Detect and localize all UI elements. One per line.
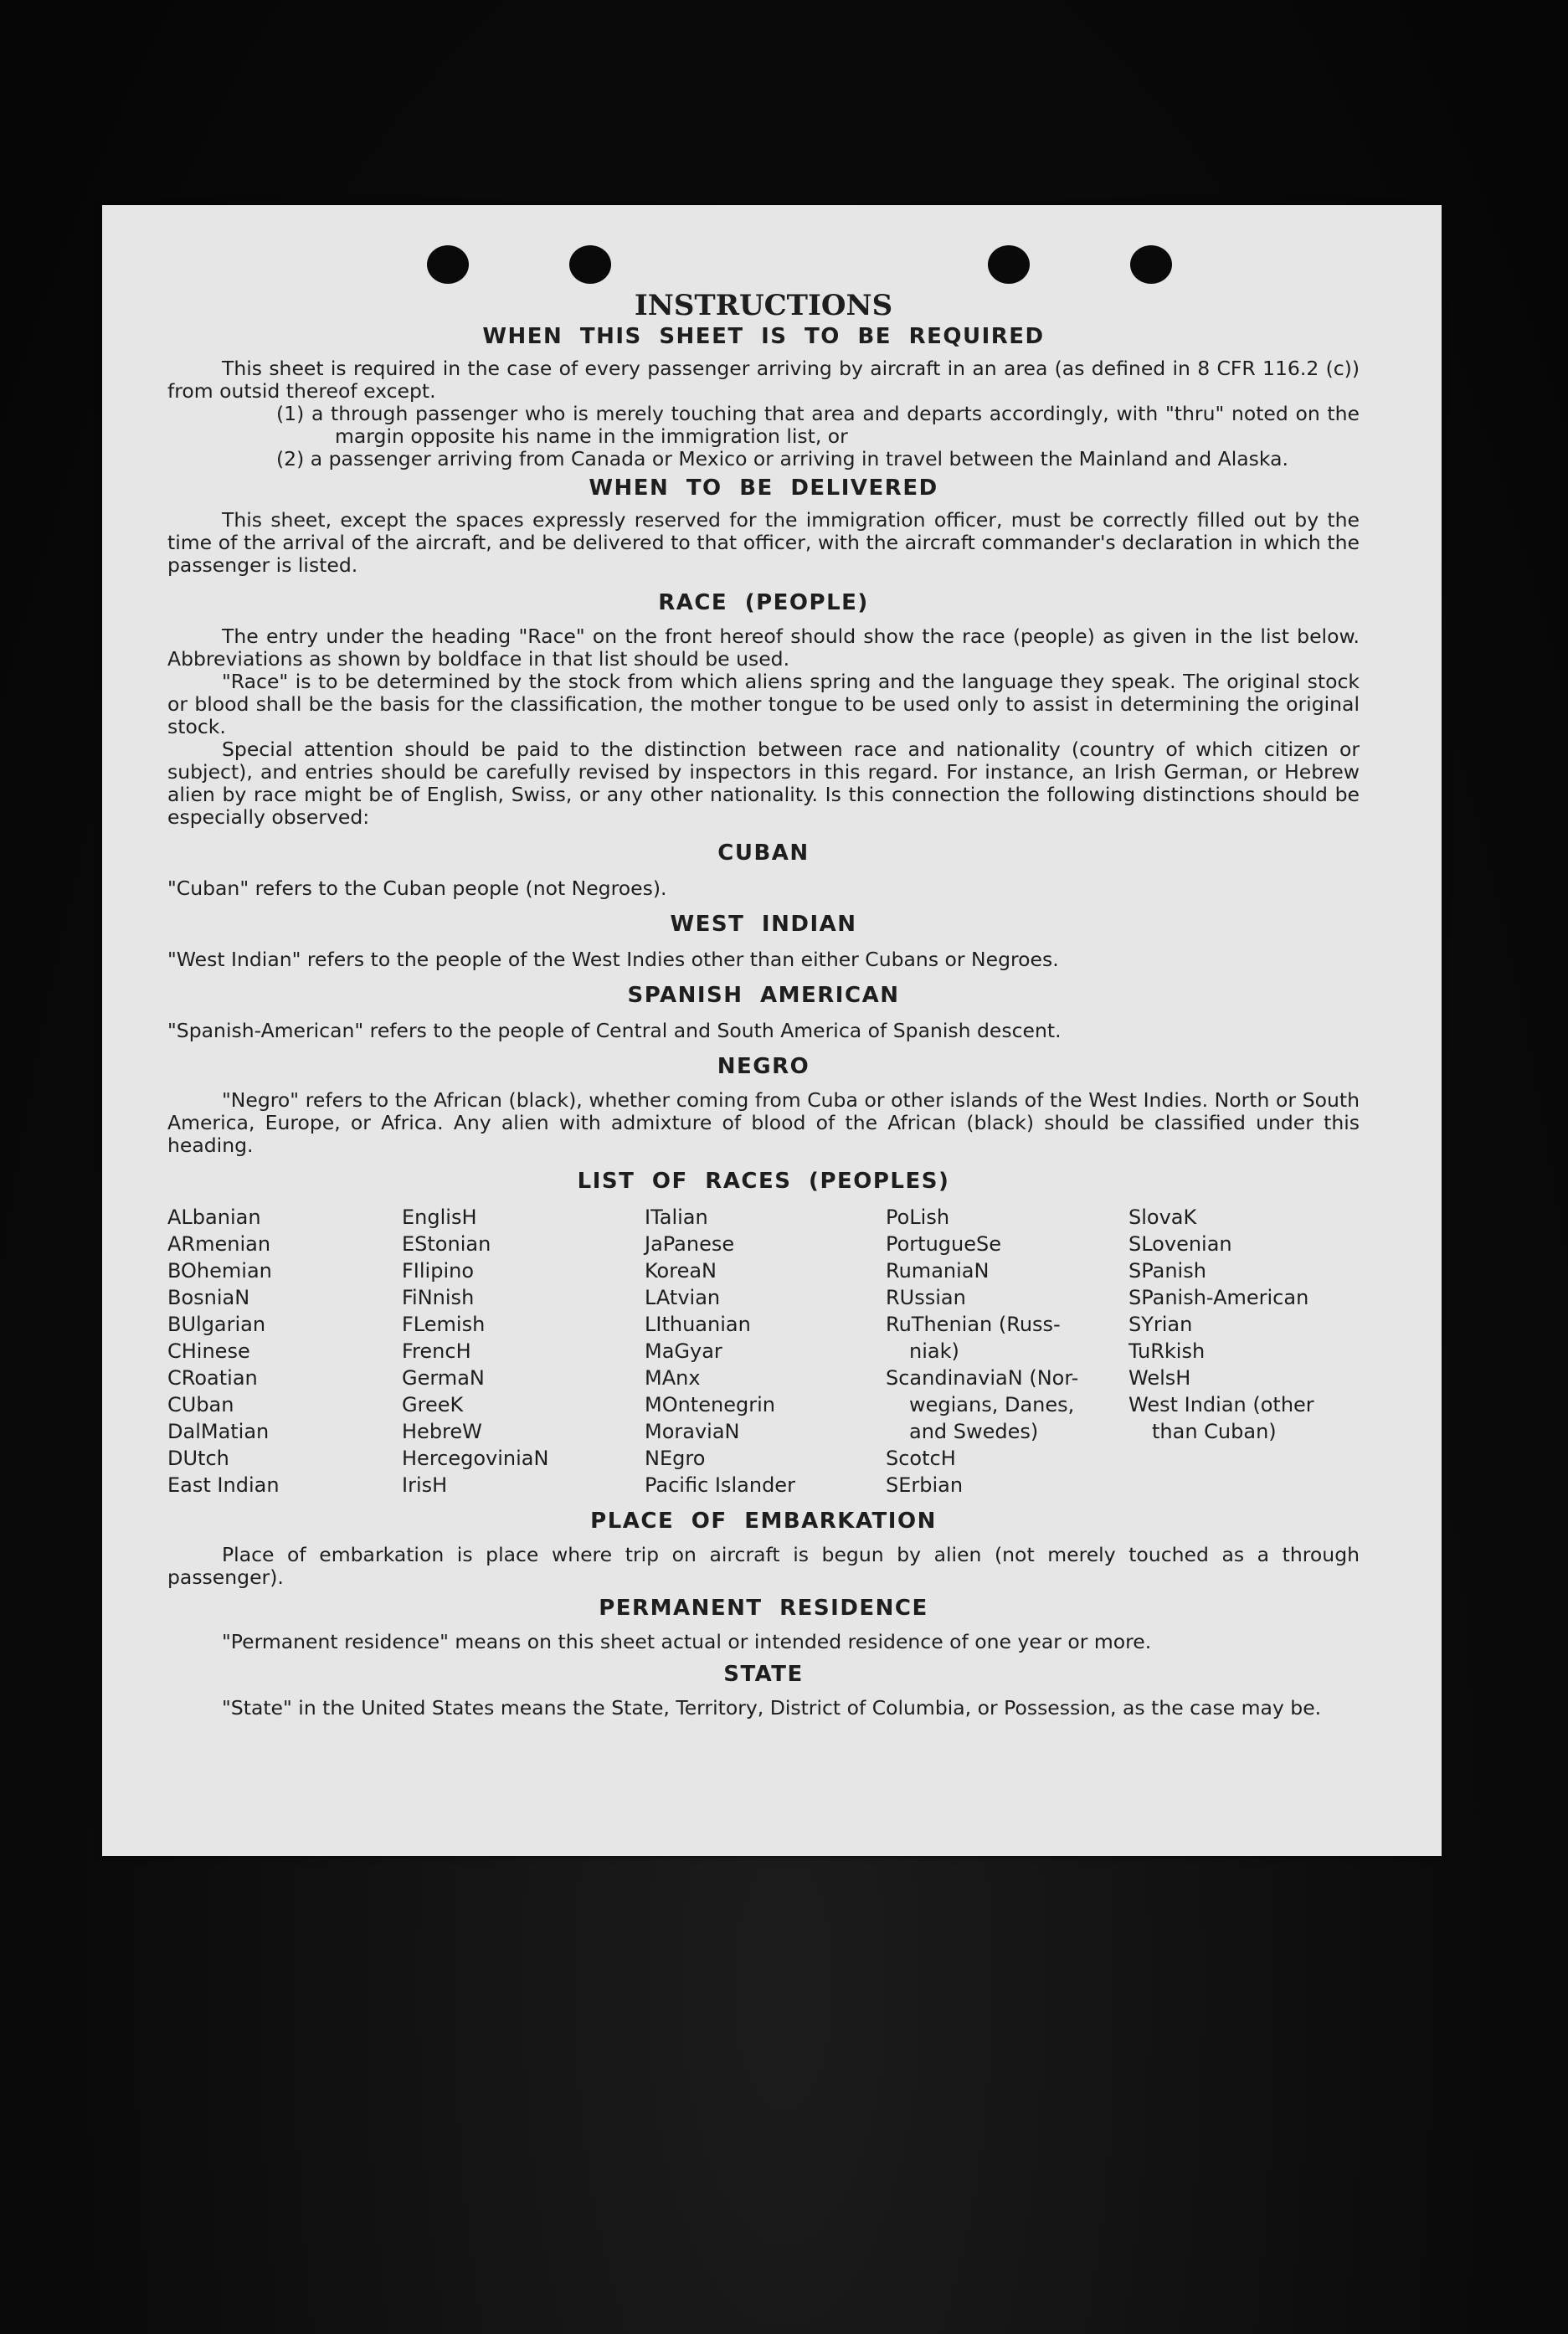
race-entry: MaGyar <box>645 1339 722 1363</box>
race-entry: ITalian <box>645 1206 708 1229</box>
race-entry: MoraviaN <box>645 1420 740 1443</box>
heading-negro: NEGRO <box>717 1054 810 1079</box>
race-entry: JaPanese <box>645 1232 735 1256</box>
race-entry: SPanish <box>1128 1259 1206 1283</box>
race-list-column-1 <box>167 1204 402 1499</box>
race-entry-continued: than Cuban) <box>1152 1420 1277 1443</box>
heading-when-required: WHEN THIS SHEET IS TO BE REQUIRED <box>482 324 1045 349</box>
embarkation-text: Place of embarkation is place where trip on aircraft is begun by alien (not merely touched as a through passenger). <box>167 1543 1360 1589</box>
race-entry-continued: and Swedes) <box>909 1420 1039 1443</box>
race-entry: LIthuanian <box>645 1313 751 1336</box>
state-text: "State" in the United States means the State, Territory, District of Columbia, or Possession, as the case may be. <box>222 1696 1322 1720</box>
race-paragraph-2: "Race" is to be determined by the stock from which aliens spring and the language they speak. The original stock or blood shall be the basis for the classification, the mother tongue to be used only to assist in determining the original stock. <box>167 670 1360 738</box>
race-list-column-4 <box>886 1204 1128 1499</box>
race-entry: ALbanian <box>167 1206 261 1229</box>
race-entry: PoLish <box>886 1206 950 1229</box>
race-list-column-2 <box>402 1204 645 1499</box>
race-entry: East Indian <box>167 1473 280 1497</box>
race-entry: SYrian <box>1128 1313 1193 1336</box>
race-entry: BOhemian <box>167 1259 272 1283</box>
race-entry: ScotcH <box>886 1447 956 1470</box>
heading-spanish-american: SPANISH AMERICAN <box>627 983 900 1008</box>
punch-hole <box>988 245 1030 284</box>
race-entry: PortugueSe <box>886 1232 1001 1256</box>
negro-text: "Negro" refers to the African (black), whether coming from Cuba or other islands of the West Indies. North or South America, Europe, or Africa. Any alien with admixture of blood of the African (black) should be classified under this heading. <box>167 1088 1360 1157</box>
heading-cuban: CUBAN <box>717 841 810 866</box>
heading-when-delivered: WHEN TO BE DELIVERED <box>589 476 938 501</box>
race-entry: FIlipino <box>402 1259 475 1283</box>
race-entry: IrisH <box>402 1473 448 1497</box>
instruction-sheet <box>102 205 1442 1856</box>
race-entry: MOntenegrin <box>645 1393 775 1416</box>
race-entry: SErbian <box>886 1473 964 1497</box>
heading-race: RACE (PEOPLE) <box>658 590 869 615</box>
race-entry: West Indian (other <box>1128 1393 1314 1416</box>
heading-state: STATE <box>723 1662 804 1687</box>
race-entry: RumaniaN <box>886 1259 990 1283</box>
race-paragraph-3: Special attention should be paid to the distinction between race and nationality (country of which citizen or subject), and entries should be carefully revised by inspectors in this regard. For instance, an Irish German, or Hebrew alien by race might be of English, Swiss, or any other nationality. Is this connection the following distinctions should be especially observed: <box>167 738 1360 829</box>
race-list-column-3 <box>645 1204 886 1499</box>
race-entry: FLemish <box>402 1313 486 1336</box>
race-entry: BUlgarian <box>167 1313 266 1336</box>
race-entry: NEgro <box>645 1447 706 1470</box>
heading-west-indian: WEST INDIAN <box>670 912 857 937</box>
sheet-content <box>167 289 1360 1720</box>
punch-hole <box>427 245 469 284</box>
race-entry: ScandinaviaN (Nor- <box>886 1366 1079 1390</box>
race-entry: TuRkish <box>1128 1339 1206 1363</box>
race-entry: BosniaN <box>167 1286 250 1309</box>
race-entry-continued: niak) <box>909 1339 959 1363</box>
race-entry: CUban <box>167 1393 234 1416</box>
punch-hole <box>569 245 611 284</box>
when-delivered-text: This sheet, except the spaces expressly reserved for the immigration officer, must be correctly filled out by the time of the arrival of the aircraft, and be delivered to that officer, with the aircraft commander's declaration in which the passenger is listed. <box>167 508 1360 577</box>
race-entry: KoreaN <box>645 1259 717 1283</box>
race-entry: FrencH <box>402 1339 471 1363</box>
west-indian-text: "West Indian" refers to the people of the West Indies other than either Cubans or Negroes. <box>167 948 1059 971</box>
race-entry: RuThenian (Russ- <box>886 1313 1061 1336</box>
permanent-residence-text: "Permanent residence" means on this sheet actual or intended residence of one year or more. <box>222 1630 1152 1653</box>
race-entry: SPanish-American <box>1128 1286 1309 1309</box>
race-entry: DUtch <box>167 1447 229 1470</box>
spanish-american-text: "Spanish-American" refers to the people of Central and South America of Spanish descent. <box>167 1019 1062 1042</box>
race-entry-continued: wegians, Danes, <box>909 1393 1075 1416</box>
race-entry: ARmenian <box>167 1232 271 1256</box>
exception-item-2: (2) a passenger arriving from Canada or Mexico or arriving in travel between the Mainland and Alaska. <box>276 447 1288 470</box>
race-entry: SLovenian <box>1128 1232 1232 1256</box>
race-entry: LAtvian <box>645 1286 721 1309</box>
race-entry: GreeK <box>402 1393 464 1416</box>
race-entry: GermaN <box>402 1366 485 1390</box>
cuban-text: "Cuban" refers to the Cuban people (not Negroes). <box>167 877 667 900</box>
race-entry: MAnx <box>645 1366 701 1390</box>
race-entry: CRoatian <box>167 1366 258 1390</box>
race-entry: Pacific Islander <box>645 1473 795 1497</box>
heading-permanent-residence: PERMANENT RESIDENCE <box>599 1596 928 1621</box>
race-list <box>167 1204 1360 1499</box>
punch-hole <box>1130 245 1172 284</box>
race-entry: HebreW <box>402 1420 482 1443</box>
heading-place-of-embarkation: PLACE OF EMBARKATION <box>590 1509 937 1534</box>
page-title: INSTRUCTIONS <box>634 289 893 322</box>
race-entry: FiNnish <box>402 1286 475 1309</box>
race-entry: HercegoviniaN <box>402 1447 549 1470</box>
race-entry: RUssian <box>886 1286 966 1309</box>
race-entry: SlovaK <box>1128 1206 1197 1229</box>
when-required-intro: This sheet is required in the case of every passenger arriving by aircraft in an area (as defined in 8 CFR 116.2 (c)) from outsid thereof except. <box>167 357 1360 403</box>
race-entry: DalMatian <box>167 1420 270 1443</box>
race-entry: EnglisH <box>402 1206 477 1229</box>
race-entry: WelsH <box>1128 1366 1191 1390</box>
race-list-column-5 <box>1128 1204 1360 1499</box>
exception-item-1: (1) a through passenger who is merely touching that area and departs accordingly, with "thru" noted on the margin opposite his name in the immigration list, or <box>276 402 1360 448</box>
race-entry: CHinese <box>167 1339 250 1363</box>
race-paragraph-1: The entry under the heading "Race" on the front hereof should show the race (people) as given in the list below. Abbreviations as shown by boldface in that list should be used. <box>167 625 1360 671</box>
race-entry: EStonian <box>402 1232 491 1256</box>
heading-list-of-races: LIST OF RACES (PEOPLES) <box>577 1169 950 1194</box>
